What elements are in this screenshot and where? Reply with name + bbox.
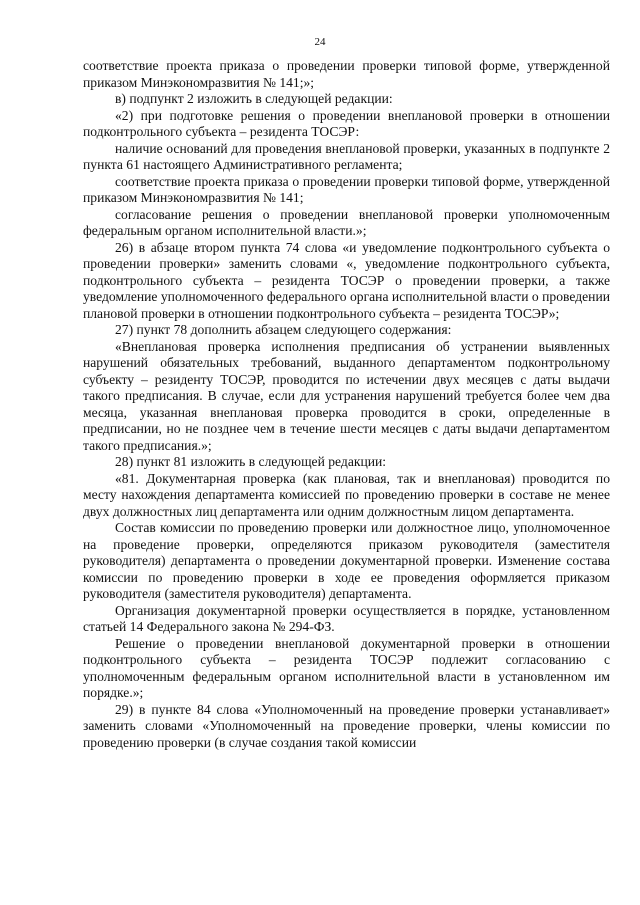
paragraph-13: Организация документарной проверки осуществляется в порядке, установленном статьей 14 Федерального закона № 294-ФЗ. (83, 602, 610, 634)
paragraph-12: Состав комиссии по проведению проверки или должностное лицо, уполномоченное на проведение проверки, определяются приказом руководителя (заместителя руководителя) департамента о проведении документарной проверки. Изменение состава комиссии по проведению проверки в ходе ее проведения оформляется приказом руководителя (заместителя руководителя) департамента. (83, 520, 610, 601)
paragraph-2: в) подпункт 2 изложить в следующей редакции: (115, 91, 393, 106)
paragraph-9: «Внеплановая проверка исполнения предписания об устранении выявленных нарушений обязательных требований, выданного департаментом подконтрольному субъекту – резиденту ТОСЭР, проводится по истечении двух месяцев с даты выдачи такого предписания. В случае, если для устранения нарушений требуется более чем два месяца, указанная внеплановая проверка проводится в сроки, определенные в предписании, но не позднее чем в течение шести месяцев с даты выдачи департаментом такого предписания.»; (83, 338, 610, 453)
document-body (83, 58, 610, 751)
paragraph-6: согласование решения о проведении внеплановой проверки уполномоченным федеральным органом исполнительной власти.»; (83, 206, 610, 238)
paragraph-10: 28) пункт 81 изложить в следующей редакции: (115, 454, 387, 469)
paragraph-1: соответствие проекта приказа о проведении проверки типовой форме, утвержденной приказом Минэкономразвития № 141;»; (83, 58, 610, 90)
paragraph-7: 26) в абзаце втором пункта 74 слова «и уведомление подконтрольного субъекта о проведении проверки» заменить словами «, уведомление подконтрольного субъекта, подконтрольного субъекта – резидента ТОСЭР о проведении проверки, а также уведомление уполномоченного федерального органа исполнительной власти о проведении плановой проверки в отношении подконтрольного субъекта – резидента ТОСЭР»; (83, 239, 610, 321)
paragraph-4: наличие оснований для проведения внеплановой проверки, указанных в подпункте 2 пункта 61 настоящего Административного регламента; (83, 140, 610, 172)
paragraph-14: Решение о проведении внеплановой документарной проверки в отношении подконтрольного субъекта – резидента ТОСЭР подлежит согласованию с уполномоченным федеральным органом исполнительной власти в установленном им порядке.»; (83, 635, 610, 700)
paragraph-3: «2) при подготовке решения о проведении внеплановой проверки в отношении подконтрольного субъекта – резидента ТОСЭР: (83, 107, 610, 139)
page-number: 24 (314, 36, 326, 48)
paragraph-11: «81. Документарная проверка (как плановая, так и внеплановая) проводится по месту нахождения департамента комиссией по проведению проверки в составе не менее двух должностных лиц департамента или одним должностным лицом департамента. (83, 470, 610, 519)
paragraph-15: 29) в пункте 84 слова «Уполномоченный на проведение проверки устанавливает» заменить словами «Уполномоченный на проведение проверки, члены комиссии по проведению проверки (в случае создания такой комиссии (83, 701, 610, 750)
paragraph-8: 27) пункт 78 дополнить абзацем следующего содержания: (115, 322, 452, 337)
paragraph-5: соответствие проекта приказа о проведении проверки типовой форме, утвержденной приказом Минэкономразвития № 141; (83, 173, 610, 205)
